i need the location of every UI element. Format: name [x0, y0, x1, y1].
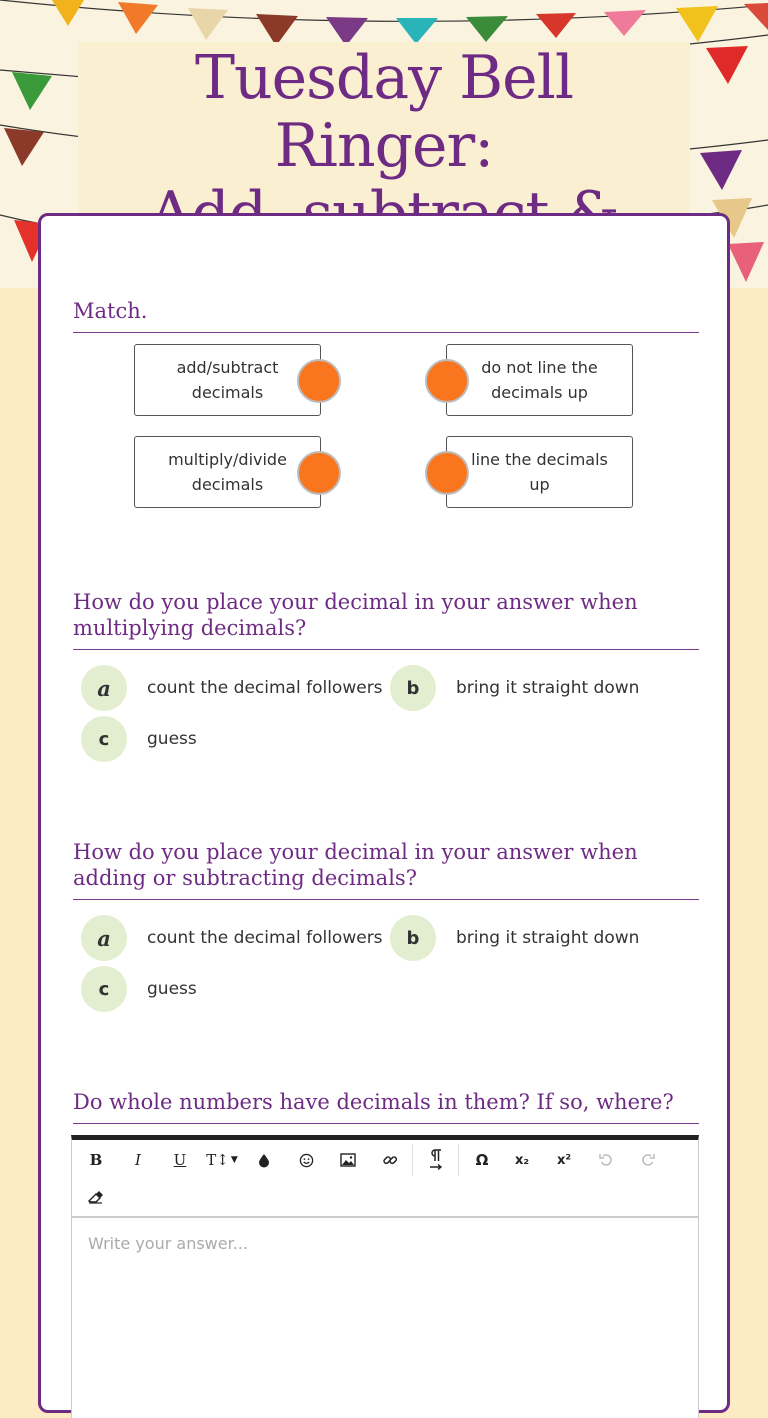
toolbar-separator: [412, 1144, 413, 1176]
option-c-label[interactable]: guess: [147, 979, 197, 999]
option-b-label[interactable]: bring it straight down: [456, 928, 640, 948]
question-2-title: How do you place your decimal in your answer when adding or subtracting decimals?: [73, 839, 699, 900]
question-1-title: How do you place your decimal in your answer when multiplying decimals?: [73, 589, 699, 650]
option-b-circle[interactable]: b: [390, 665, 436, 711]
option-a-label[interactable]: count the decimal followers: [147, 678, 383, 698]
option-a-circle[interactable]: a: [81, 915, 127, 961]
superscript-button[interactable]: x²: [556, 1152, 572, 1168]
eraser-icon[interactable]: [82, 1184, 110, 1212]
caret-down-icon: ▼: [230, 1155, 238, 1165]
match-left-dot[interactable]: [297, 451, 341, 495]
match-right-item[interactable]: line the decimals up: [446, 436, 633, 508]
answer-editor[interactable]: [71, 1218, 699, 1418]
option-c-circle[interactable]: c: [81, 716, 127, 762]
option-a-label[interactable]: count the decimal followers: [147, 928, 383, 948]
link-icon[interactable]: [376, 1146, 404, 1174]
match-right-dot[interactable]: [425, 451, 469, 495]
title-box: [78, 42, 690, 242]
italic-button[interactable]: I: [135, 1151, 141, 1169]
match-left-dot[interactable]: [297, 359, 341, 403]
underline-button[interactable]: U: [173, 1151, 187, 1169]
open-question-title: Do whole numbers have decimals in them? If so, where?: [73, 1089, 699, 1124]
option-a-circle[interactable]: a: [81, 665, 127, 711]
redo-icon[interactable]: [634, 1146, 662, 1174]
worksheet-card: [38, 213, 730, 1413]
image-icon[interactable]: [334, 1146, 362, 1174]
title-line-1: Tuesday Bell Ringer:: [194, 43, 574, 181]
text-size-button[interactable]: [204, 1146, 240, 1174]
special-char-button[interactable]: Ω: [475, 1151, 489, 1169]
match-right-item[interactable]: do not line the decimals up: [446, 344, 633, 416]
color-drop-icon[interactable]: [250, 1146, 278, 1174]
emoji-icon[interactable]: [292, 1146, 320, 1174]
undo-icon[interactable]: [592, 1146, 620, 1174]
match-left-item[interactable]: add/subtract decimals: [134, 344, 321, 416]
paragraph-direction-icon[interactable]: [422, 1146, 450, 1174]
match-right-dot[interactable]: [425, 359, 469, 403]
match-left-item[interactable]: multiply/divide decimals: [134, 436, 321, 508]
answer-placeholder: Write your answer...: [88, 1234, 248, 1253]
editor-toolbar: [71, 1135, 699, 1218]
option-b-circle[interactable]: b: [390, 915, 436, 961]
option-c-circle[interactable]: c: [81, 966, 127, 1012]
option-b-label[interactable]: bring it straight down: [456, 678, 640, 698]
text-size-label: T↕: [206, 1151, 229, 1169]
subscript-button[interactable]: x₂: [514, 1152, 530, 1168]
match-title: Match.: [73, 298, 699, 333]
toolbar-separator: [458, 1144, 459, 1176]
option-c-label[interactable]: guess: [147, 729, 197, 749]
bold-button[interactable]: B: [89, 1151, 103, 1169]
